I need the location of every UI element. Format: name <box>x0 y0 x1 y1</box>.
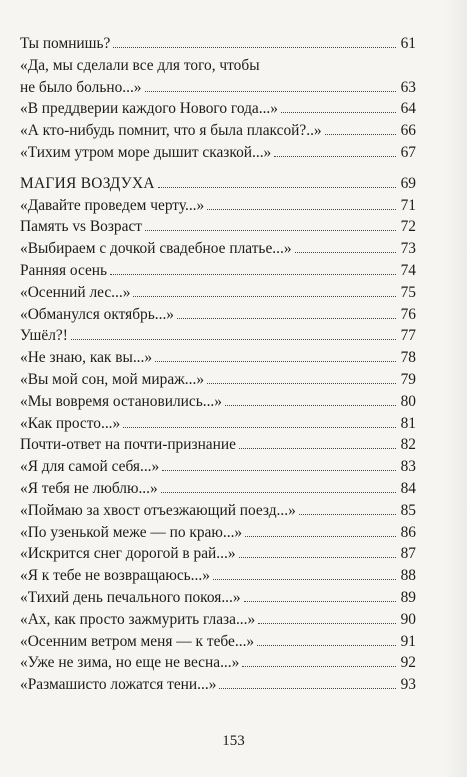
entry-title: «Осенним ветром меня — к тебе...» <box>20 632 255 650</box>
entry-title: «Тихий день печального покоя...» <box>20 588 241 606</box>
toc-entry <box>20 413 416 435</box>
toc-entry <box>20 282 416 304</box>
entry-title: «Я тебя не люблю...» <box>20 479 158 497</box>
page-number-footer: 153 <box>222 733 245 749</box>
entry-title: «Выбираем с дочкой свадебное платье...» <box>20 240 292 258</box>
dot-leader <box>161 492 396 493</box>
entry-page-number: 86 <box>400 523 416 541</box>
entry-title: «А кто-нибудь помнит, что я была плаксой?..» <box>20 122 322 140</box>
entry-page-number: 83 <box>400 458 416 476</box>
toc-entry <box>20 98 416 120</box>
entry-title: «Я к тебе не возвращаюсь...» <box>20 567 210 585</box>
toc-entry <box>20 456 416 478</box>
entry-page-number: 64 <box>400 100 416 118</box>
entry-title: «В преддверии каждого Нового года...» <box>20 100 278 118</box>
entry-title: «Давайте проведем черту...» <box>20 196 205 214</box>
entry-title: «Тихим утром море дышит сказкой...» <box>20 143 272 161</box>
toc-entry <box>20 347 416 369</box>
entry-page-number: 72 <box>400 218 416 236</box>
entry-page-number: 71 <box>400 196 416 214</box>
dot-leader <box>239 557 396 558</box>
dot-leader <box>299 514 396 515</box>
dot-leader <box>219 688 396 689</box>
toc-entry <box>20 609 416 631</box>
dot-leader <box>274 156 396 157</box>
toc-entry <box>20 216 416 238</box>
entry-title: «Обманулся октябрь...» <box>20 305 175 323</box>
entry-page-number: 75 <box>400 283 416 301</box>
toc-entry <box>20 260 416 282</box>
entry-page-number: 61 <box>400 35 416 52</box>
entry-title: «Мы вовремя остановились...» <box>20 392 222 410</box>
entry-page-number: 82 <box>400 436 416 454</box>
entry-page-number: 67 <box>400 143 416 161</box>
entry-title: «Не знаю, как вы...» <box>20 349 153 367</box>
entry-title: «Вы мой сон, мой мираж...» <box>20 370 205 388</box>
dot-leader <box>177 318 396 319</box>
dot-leader <box>242 666 396 667</box>
entry-page-number: 76 <box>400 305 416 323</box>
entry-title: «Я для самой себя...» <box>20 458 160 476</box>
section-title: МАГИЯ ВОЗДУХА <box>20 174 155 192</box>
toc-entry <box>20 195 416 217</box>
toc-entry <box>20 391 416 413</box>
entry-title-line1: «Да, мы сделали все для того, чтобы <box>20 56 260 74</box>
entry-page-number: 93 <box>400 676 416 694</box>
entry-page-number: 80 <box>400 392 416 410</box>
toc-entry <box>20 434 416 456</box>
entry-title: «Осенний лес...» <box>20 283 131 301</box>
toc-entry <box>20 478 416 500</box>
entry-title: «Уже не зима, но еще не весна...» <box>20 654 240 672</box>
entry-page-number: 88 <box>400 567 416 585</box>
adjacent-page-edge <box>445 0 467 777</box>
toc-entry <box>20 522 416 544</box>
entry-page-number: 74 <box>400 261 416 279</box>
dot-leader <box>295 252 396 253</box>
dot-leader <box>123 427 396 428</box>
dot-leader <box>207 209 396 210</box>
dot-leader <box>225 405 396 406</box>
entry-page-number: 85 <box>400 501 416 519</box>
toc-entry <box>20 238 416 260</box>
dot-leader <box>133 296 396 297</box>
entry-page-number: 81 <box>400 414 416 432</box>
dot-leader <box>245 536 396 537</box>
toc-entry <box>20 33 416 55</box>
section-spacer <box>20 164 416 173</box>
entry-page-number: 78 <box>400 349 416 367</box>
table-of-contents <box>20 33 416 696</box>
entry-page-number: 63 <box>400 78 416 96</box>
toc-entry <box>20 304 416 326</box>
entry-page-number: 87 <box>400 545 416 563</box>
dot-leader <box>113 47 396 48</box>
toc-entry <box>20 500 416 522</box>
entry-page-number: 79 <box>400 370 416 388</box>
entry-title: «По узенькой меже — по краю...» <box>20 523 243 541</box>
dot-leader <box>244 601 396 602</box>
entry-title: «Размашисто ложатся тени...» <box>20 676 217 694</box>
entry-page-number: 73 <box>400 240 416 258</box>
entry-title: Ты помнишь? <box>20 35 111 52</box>
toc-entry <box>20 565 416 587</box>
dot-leader <box>158 187 396 188</box>
dot-leader <box>155 361 396 362</box>
dot-leader <box>258 623 396 624</box>
toc-entry <box>20 55 416 99</box>
toc-entry <box>20 543 416 565</box>
dot-leader <box>325 134 396 135</box>
toc-entry <box>20 587 416 609</box>
entry-title: «Как просто...» <box>20 414 121 432</box>
toc-section-heading <box>20 173 416 195</box>
entry-title: Память vs Возраст <box>20 218 143 236</box>
entry-title: Ранняя осень <box>20 261 108 279</box>
entry-last-line <box>20 77 416 99</box>
entry-page-number: 77 <box>400 327 416 345</box>
entry-title: «Поймаю за хвост отъезжающий поезд...» <box>20 501 296 519</box>
toc-group-magic-of-air <box>20 195 416 696</box>
dot-leader <box>110 274 396 275</box>
entry-page-number: 91 <box>400 632 416 650</box>
dot-leader <box>257 645 396 646</box>
toc-entry <box>20 120 416 142</box>
dot-leader <box>213 579 396 580</box>
dot-leader <box>207 383 396 384</box>
dot-leader <box>71 339 396 340</box>
entry-title-line2: не было больно...» <box>20 78 142 96</box>
toc-entry <box>20 652 416 674</box>
dot-leader <box>145 230 396 231</box>
entry-page-number: 66 <box>400 122 416 140</box>
toc-entry <box>20 369 416 391</box>
entry-title: Ушёл?! <box>20 327 68 345</box>
dot-leader <box>162 470 396 471</box>
dot-leader <box>239 448 396 449</box>
entry-page-number: 89 <box>400 588 416 606</box>
entry-title: «Ах, как просто зажмурить глаза...» <box>20 610 256 628</box>
section-page-number: 69 <box>400 174 416 192</box>
toc-entry <box>20 142 416 164</box>
dot-leader <box>145 91 396 92</box>
toc-group-first <box>20 33 416 164</box>
toc-entry <box>20 674 416 696</box>
dot-leader <box>281 112 396 113</box>
entry-page-number: 92 <box>400 654 416 672</box>
toc-entry <box>20 631 416 653</box>
entry-page-number: 90 <box>400 610 416 628</box>
entry-title: «Искрится снег дорогой в рай...» <box>20 545 236 563</box>
toc-entry <box>20 325 416 347</box>
entry-title: Почти-ответ на почти-признание <box>20 436 236 454</box>
entry-page-number: 84 <box>400 479 416 497</box>
